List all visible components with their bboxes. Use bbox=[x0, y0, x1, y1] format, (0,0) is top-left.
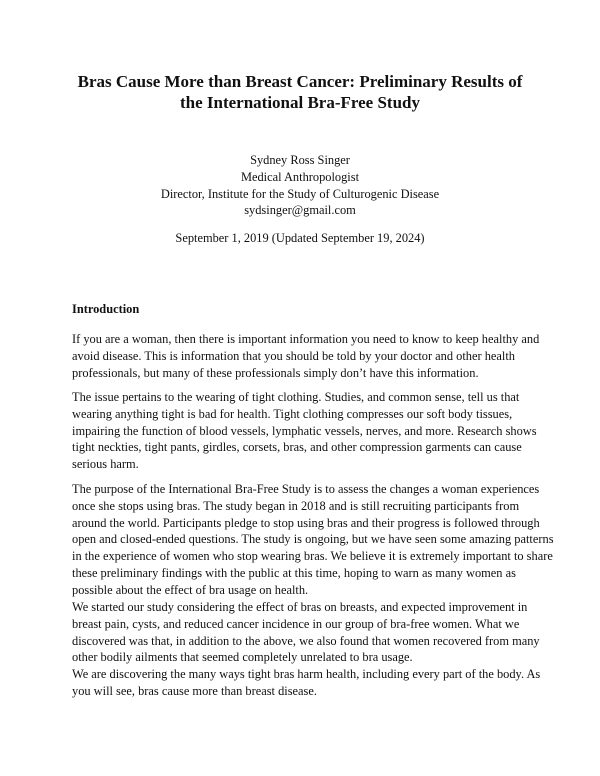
section-heading: Introduction bbox=[72, 302, 140, 316]
paragraph-line: other bodily ailments that seemed completely unrelated to bra usage. bbox=[72, 650, 413, 665]
paragraph-line: tight neckties, tight pants, girdles, corsets, bras, and other compression garments can cause bbox=[72, 440, 522, 455]
document-date: September 1, 2019 (Updated September 19, 2024) bbox=[175, 231, 425, 245]
author-position: Director, Institute for the Study of Culturogenic Disease bbox=[160, 186, 440, 201]
paragraph bbox=[72, 481, 554, 599]
paragraph-line: wearing anything tight is bad for health. Tight clothing compresses our soft body tissues, bbox=[72, 406, 513, 421]
paragraph-line: avoid disease. This is information that you should be told by your doctor and other health bbox=[72, 348, 516, 363]
author-role: Medical Anthropologist bbox=[240, 169, 360, 184]
author-name: Sydney Ross Singer bbox=[250, 153, 350, 167]
paragraph-line: once she stops using bras. The study began in 2018 and is still recruiting participants from bbox=[72, 498, 520, 513]
paragraph-line: discovered was that, in addition to the above, we also found that women recovered from many bbox=[72, 633, 540, 648]
paragraph-line: If you are a woman, then there is important information you need to know to keep healthy and bbox=[72, 332, 540, 346]
paragraph-line: possible about the effect of bra usage on health. bbox=[72, 582, 309, 597]
title-line: the International Bra-Free Study bbox=[179, 93, 421, 112]
paragraph-line: around the world. Participants pledge to stop using bras and their progress is followed through bbox=[72, 515, 540, 530]
paragraph-line: We are discovering the many ways tight bras harm health, including every part of the body. As bbox=[72, 667, 541, 681]
paragraph-line: The issue pertains to the wearing of tight clothing. Studies, and common sense, tell us that bbox=[72, 390, 520, 404]
paragraph bbox=[72, 599, 542, 666]
paragraph-line: serious harm. bbox=[72, 457, 139, 472]
title-line: Bras Cause More than Breast Cancer: Preliminary Results of bbox=[77, 72, 523, 91]
paragraph bbox=[72, 666, 542, 700]
document-title bbox=[60, 71, 540, 113]
paragraph-line: We started our study considering the effect of bras on breasts, and expected improvement in bbox=[72, 600, 528, 614]
author-block bbox=[60, 152, 540, 219]
paragraph-line: impairing the function of blood vessels, lymphatic vessels, nerves, and more. Research shows bbox=[72, 423, 537, 438]
author-email: sydsinger@gmail.com bbox=[244, 203, 356, 218]
paragraph-line: these preliminary findings with the public at this time, hoping to warn as many women as bbox=[72, 565, 516, 580]
paragraph-line: in the experience of women who stop wearing bras. We believe it is extremely important to share bbox=[72, 549, 553, 564]
paragraph bbox=[72, 389, 542, 473]
paragraph-line: open and closed-ended questions. The study is ongoing, but we have seen some amazing patterns bbox=[72, 532, 554, 547]
paragraph-line: breast pain, cysts, and reduced cancer incidence in our group of bra-free women. What we bbox=[72, 616, 520, 631]
paragraph-line: you will see, bras cause more than breast disease. bbox=[72, 683, 317, 698]
paragraph-line: The purpose of the International Bra-Free Study is to assess the changes a woman experiences bbox=[72, 482, 540, 496]
paragraph bbox=[72, 331, 542, 381]
paragraph-line: professionals, but many of these professionals simply don’t have this information. bbox=[72, 365, 479, 380]
